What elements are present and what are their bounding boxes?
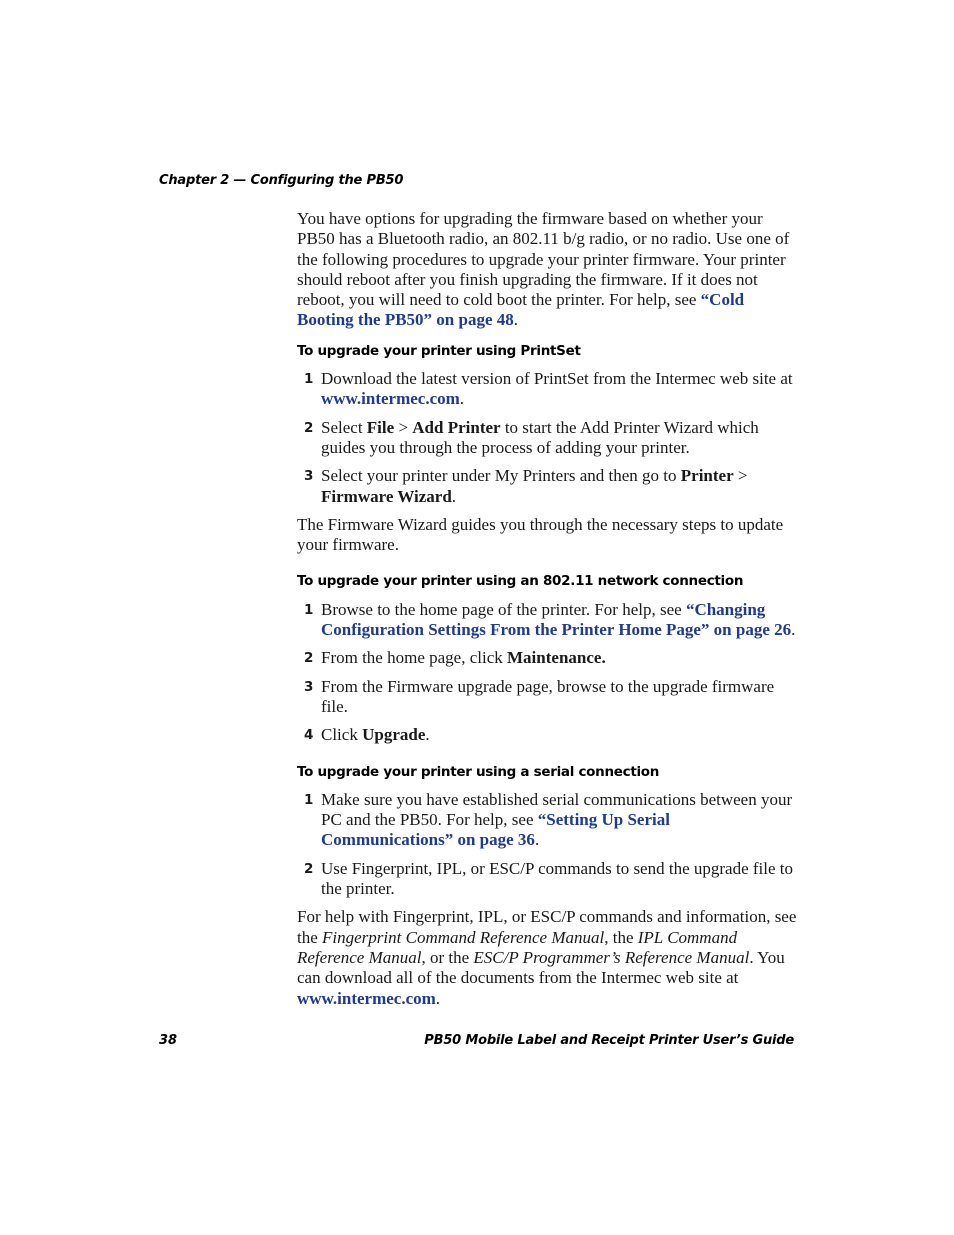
network-step-3 — [297, 677, 797, 718]
step-text-part: Select your printer under My Printers and then go to — [321, 466, 681, 486]
step-text — [321, 648, 797, 668]
network-step-1 — [297, 600, 797, 641]
step-number: 3 — [304, 468, 314, 485]
firmware-wizard-label: Firmware Wizard — [321, 486, 452, 506]
printset-step-2 — [297, 418, 797, 459]
step-text — [321, 466, 797, 507]
fingerprint-manual-title: Fingerprint Command Reference Manual — [322, 927, 605, 947]
printset-after-paragraph: The Firmware Wizard guides you through the necessary steps to update your firmware. — [297, 514, 784, 555]
running-header: Chapter 2 — Configuring the PB50 — [159, 173, 404, 188]
body-content — [297, 209, 797, 1017]
step-text-part: Click — [321, 725, 363, 745]
closing-text: . You can download all of the documents from the Intermec web site at — [297, 947, 785, 988]
step-text-end: . — [451, 486, 457, 506]
step-number: 3 — [304, 678, 314, 695]
network-step-4 — [297, 725, 797, 745]
step-text-part: Download the latest version of PrintSet from the Intermec web site at — [321, 369, 793, 389]
step-text: Use Fingerprint, IPL, or ESC/P commands to send the upgrade file to the printer. — [321, 858, 793, 899]
intro-text: You have options for upgrading the firmware based on whether your PB50 has a Bluetooth radio, an 802.11 b/g radio, or no radio. Use one of the following procedures to upgrade your printer firmware. Your printer should reboot after you finish upgrading the firmware. If it does not reboot, you will need to cold boot the printer. For help, see — [297, 209, 790, 310]
step-text — [321, 600, 797, 641]
printset-heading: To upgrade your printer using PrintSet — [297, 342, 581, 359]
ipl-manual-title: IPL Command Reference Manual — [297, 927, 738, 967]
step-number: 2 — [304, 419, 314, 436]
closing-text: , the — [604, 927, 638, 947]
serial-heading: To upgrade your printer using a serial connection — [297, 763, 660, 780]
closing-text: For help with Fingerprint, IPL, or ESC/P commands and information, see the — [297, 907, 797, 947]
changing-configuration-link[interactable]: “Changing Configuration Settings From the Printer Home Page” on page 26 — [321, 599, 792, 640]
maintenance-label: Maintenance. — [507, 648, 606, 668]
step-text-part: Make sure you have established serial communications between your PC and the PB50. For help, see — [321, 789, 793, 830]
step-text-end: . — [534, 830, 540, 850]
step-number: 1 — [304, 371, 314, 388]
escp-manual-title: ESC/P Programmer’s Reference Manual — [473, 947, 750, 967]
step-text-end: . — [791, 620, 796, 640]
step-text-part: Select — [321, 417, 367, 437]
step-text: From the Firmware upgrade page, browse to the upgrade firmware file. — [321, 676, 775, 716]
step-text-part: to start the Add Printer Wizard which guides you through the process of adding your printer. — [321, 417, 759, 457]
intermec-website-link[interactable]: www.intermec.com — [297, 988, 436, 1008]
step-text — [321, 725, 797, 745]
page-number: 38 — [159, 1033, 178, 1048]
file-menu-label: File — [366, 417, 395, 437]
menu-separator: > — [394, 417, 413, 437]
step-number: 1 — [304, 601, 314, 618]
step-number: 1 — [304, 791, 314, 808]
add-printer-label: Add Printer — [412, 417, 501, 437]
step-text — [321, 418, 797, 459]
network-step-2 — [297, 648, 797, 668]
intro-paragraph — [297, 209, 797, 331]
intro-end: . — [513, 310, 519, 330]
step-text — [321, 369, 797, 410]
step-number: 4 — [304, 727, 314, 744]
serial-step-2 — [297, 859, 797, 900]
step-text — [321, 790, 797, 851]
menu-separator: > — [733, 466, 748, 486]
closing-text: , or the — [421, 947, 474, 967]
step-text-end: . — [425, 725, 430, 745]
network-heading: To upgrade your printer using an 802.11 network connection — [297, 573, 744, 590]
intermec-website-link[interactable]: www.intermec.com — [321, 389, 460, 409]
footer-guide-title: PB50 Mobile Label and Receipt Printer User’s Guide — [424, 1033, 794, 1048]
printset-step-3 — [297, 466, 797, 507]
closing-paragraph — [297, 907, 797, 1008]
step-text-part: From the home page, click — [321, 648, 508, 668]
serial-step-1 — [297, 790, 797, 851]
upgrade-label: Upgrade — [362, 725, 426, 745]
printset-step-1 — [297, 369, 797, 410]
cold-booting-link[interactable]: “Cold Booting the PB50” on page 48 — [297, 290, 745, 330]
step-number: 2 — [304, 860, 314, 877]
closing-end: . — [435, 988, 441, 1008]
serial-communications-link[interactable]: “Setting Up Serial Communications” on page 36 — [321, 810, 670, 850]
step-text-end: . — [459, 389, 465, 409]
step-text-part: Browse to the home page of the printer. For help, see — [321, 599, 686, 619]
printer-menu-label: Printer — [680, 466, 734, 486]
step-number: 2 — [304, 650, 314, 667]
